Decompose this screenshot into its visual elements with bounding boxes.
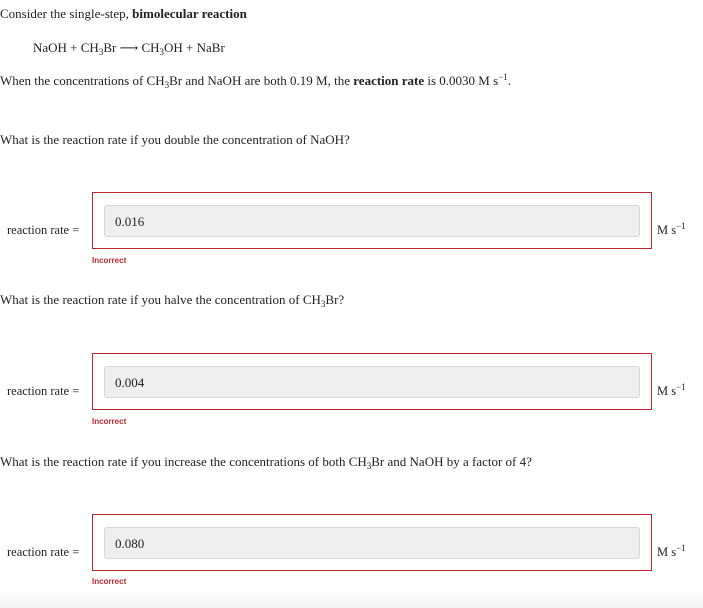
intro-text [0, 6, 247, 22]
answer-3-input[interactable]: 0.080 [104, 527, 640, 559]
subscript: 3 [320, 299, 326, 309]
subscript: 3 [164, 80, 170, 90]
intro-prefix: Consider the single-step, [0, 6, 133, 21]
answer-3-box [92, 514, 652, 571]
answer-3-status: Incorrect [92, 577, 127, 586]
unit-text: M s [657, 384, 677, 398]
answer-1-box [92, 192, 652, 249]
answer-1-input[interactable]: 0.016 [104, 205, 640, 237]
reactants-tail: Br [103, 40, 117, 55]
answer-2-input[interactable]: 0.004 [104, 366, 640, 398]
reactants-text: NaOH + CH [33, 40, 99, 55]
subscript: 3 [159, 47, 165, 57]
question-text: What is the reaction rate if you halve the concentration of CH [0, 292, 321, 307]
question-3-text [0, 454, 532, 470]
answer-2-label: reaction rate = [7, 384, 80, 398]
products-text: CH [141, 40, 160, 55]
unit-superscript: −1 [676, 543, 686, 553]
unit-superscript: −1 [676, 221, 686, 231]
answer-1-unit [657, 223, 686, 238]
answer-2-unit [657, 384, 686, 399]
subscript: 3 [98, 47, 104, 57]
products-tail: OH + NaBr [164, 40, 225, 55]
question-text: What is the reaction rate if you double the concentration of NaOH? [0, 132, 350, 147]
question-2-text [0, 292, 344, 308]
subscript: 3 [366, 461, 372, 471]
intro-bold: bimolecular reaction [132, 6, 247, 21]
unit-superscript: −1 [676, 382, 686, 392]
answer-1-status: Incorrect [92, 256, 127, 265]
answer-2-box [92, 353, 652, 410]
answer-2-status: Incorrect [92, 417, 127, 426]
question-1-text [0, 132, 350, 148]
given-text-4: . [507, 73, 512, 88]
unit-text: M s [657, 545, 677, 559]
answer-1-label: reaction rate = [7, 223, 80, 237]
given-conditions [0, 73, 511, 89]
question-text: What is the reaction rate if you increase the concentrations of both CH [0, 454, 367, 469]
reaction-equation [33, 40, 225, 56]
given-bold: reaction rate [353, 73, 425, 88]
question-text-tail: Br and NaOH by a factor of 4? [371, 454, 532, 469]
given-text-3: is 0.0030 M s [424, 73, 499, 88]
bottom-fade [0, 590, 703, 608]
question-text-tail: Br? [325, 292, 345, 307]
superscript: −1 [498, 72, 508, 82]
answer-3-unit [657, 545, 686, 560]
reaction-arrow: ⟶ [119, 40, 139, 55]
answer-3-label: reaction rate = [7, 545, 80, 559]
unit-text: M s [657, 223, 677, 237]
given-text-2: Br and NaOH are both 0.19 M, the [169, 73, 354, 88]
given-text-1: When the concentrations of CH [0, 73, 165, 88]
